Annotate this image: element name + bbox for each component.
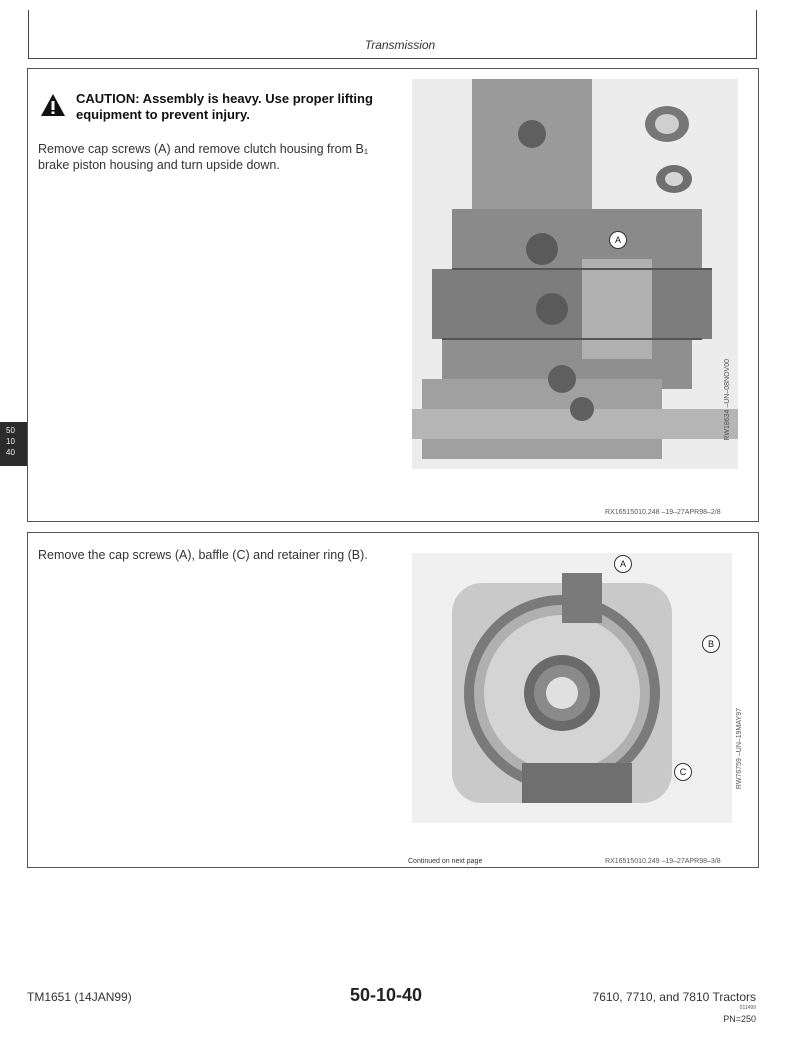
footer-small-code: 011499 xyxy=(739,1005,756,1011)
figure-side-reference: RW18634 –UN–08NOV00 xyxy=(724,359,731,441)
instruction-text: Remove cap screws (A) and remove clutch housing from B₁ brake piston housing and turn upside down. xyxy=(38,142,369,172)
warning-triangle-icon xyxy=(40,93,66,117)
transmission-assembly-photo xyxy=(412,79,738,469)
clutch-housing-photo-drawing xyxy=(412,553,732,823)
section-tab-line: 40 xyxy=(6,448,15,457)
figure-code: RX16515010.248 –19–27APR98–2/8 xyxy=(605,509,721,516)
caution-text: CAUTION: Assembly is heavy. Use proper lifting equipment to prevent injury. xyxy=(76,91,373,122)
caution-block xyxy=(40,91,396,123)
figure-code: RX16515010.249 –19–27APR98–3/8 xyxy=(605,858,721,865)
footer-manual-id: TM1651 (14JAN99) xyxy=(27,990,132,1004)
callout-b: B xyxy=(702,635,720,653)
section-tab-line: 50 xyxy=(6,426,15,435)
callout-a: A xyxy=(614,555,632,573)
callout-c: C xyxy=(674,763,692,781)
footer-pn: PN=250 xyxy=(723,1014,756,1024)
section-tab xyxy=(0,422,28,466)
section-tab-line: 10 xyxy=(6,437,15,446)
continued-note: Continued on next page xyxy=(408,858,483,865)
footer-page-ref: 50-10-40 xyxy=(350,985,423,1005)
callout-a: A xyxy=(609,231,627,249)
header-divider xyxy=(28,58,757,59)
transmission-photo-drawing xyxy=(412,79,738,469)
figure-side-reference: RW76759 –UN–19MAY97 xyxy=(736,708,743,790)
footer-models: 7610, 7710, and 7810 Tractors xyxy=(592,990,756,1004)
page-header-title: Transmission xyxy=(364,38,436,52)
procedure-panel-2 xyxy=(27,532,759,868)
clutch-housing-photo xyxy=(412,553,732,823)
instruction-text: Remove the cap screws (A), baffle (C) and retainer ring (B). xyxy=(38,548,368,562)
procedure-panel-1 xyxy=(27,68,759,522)
